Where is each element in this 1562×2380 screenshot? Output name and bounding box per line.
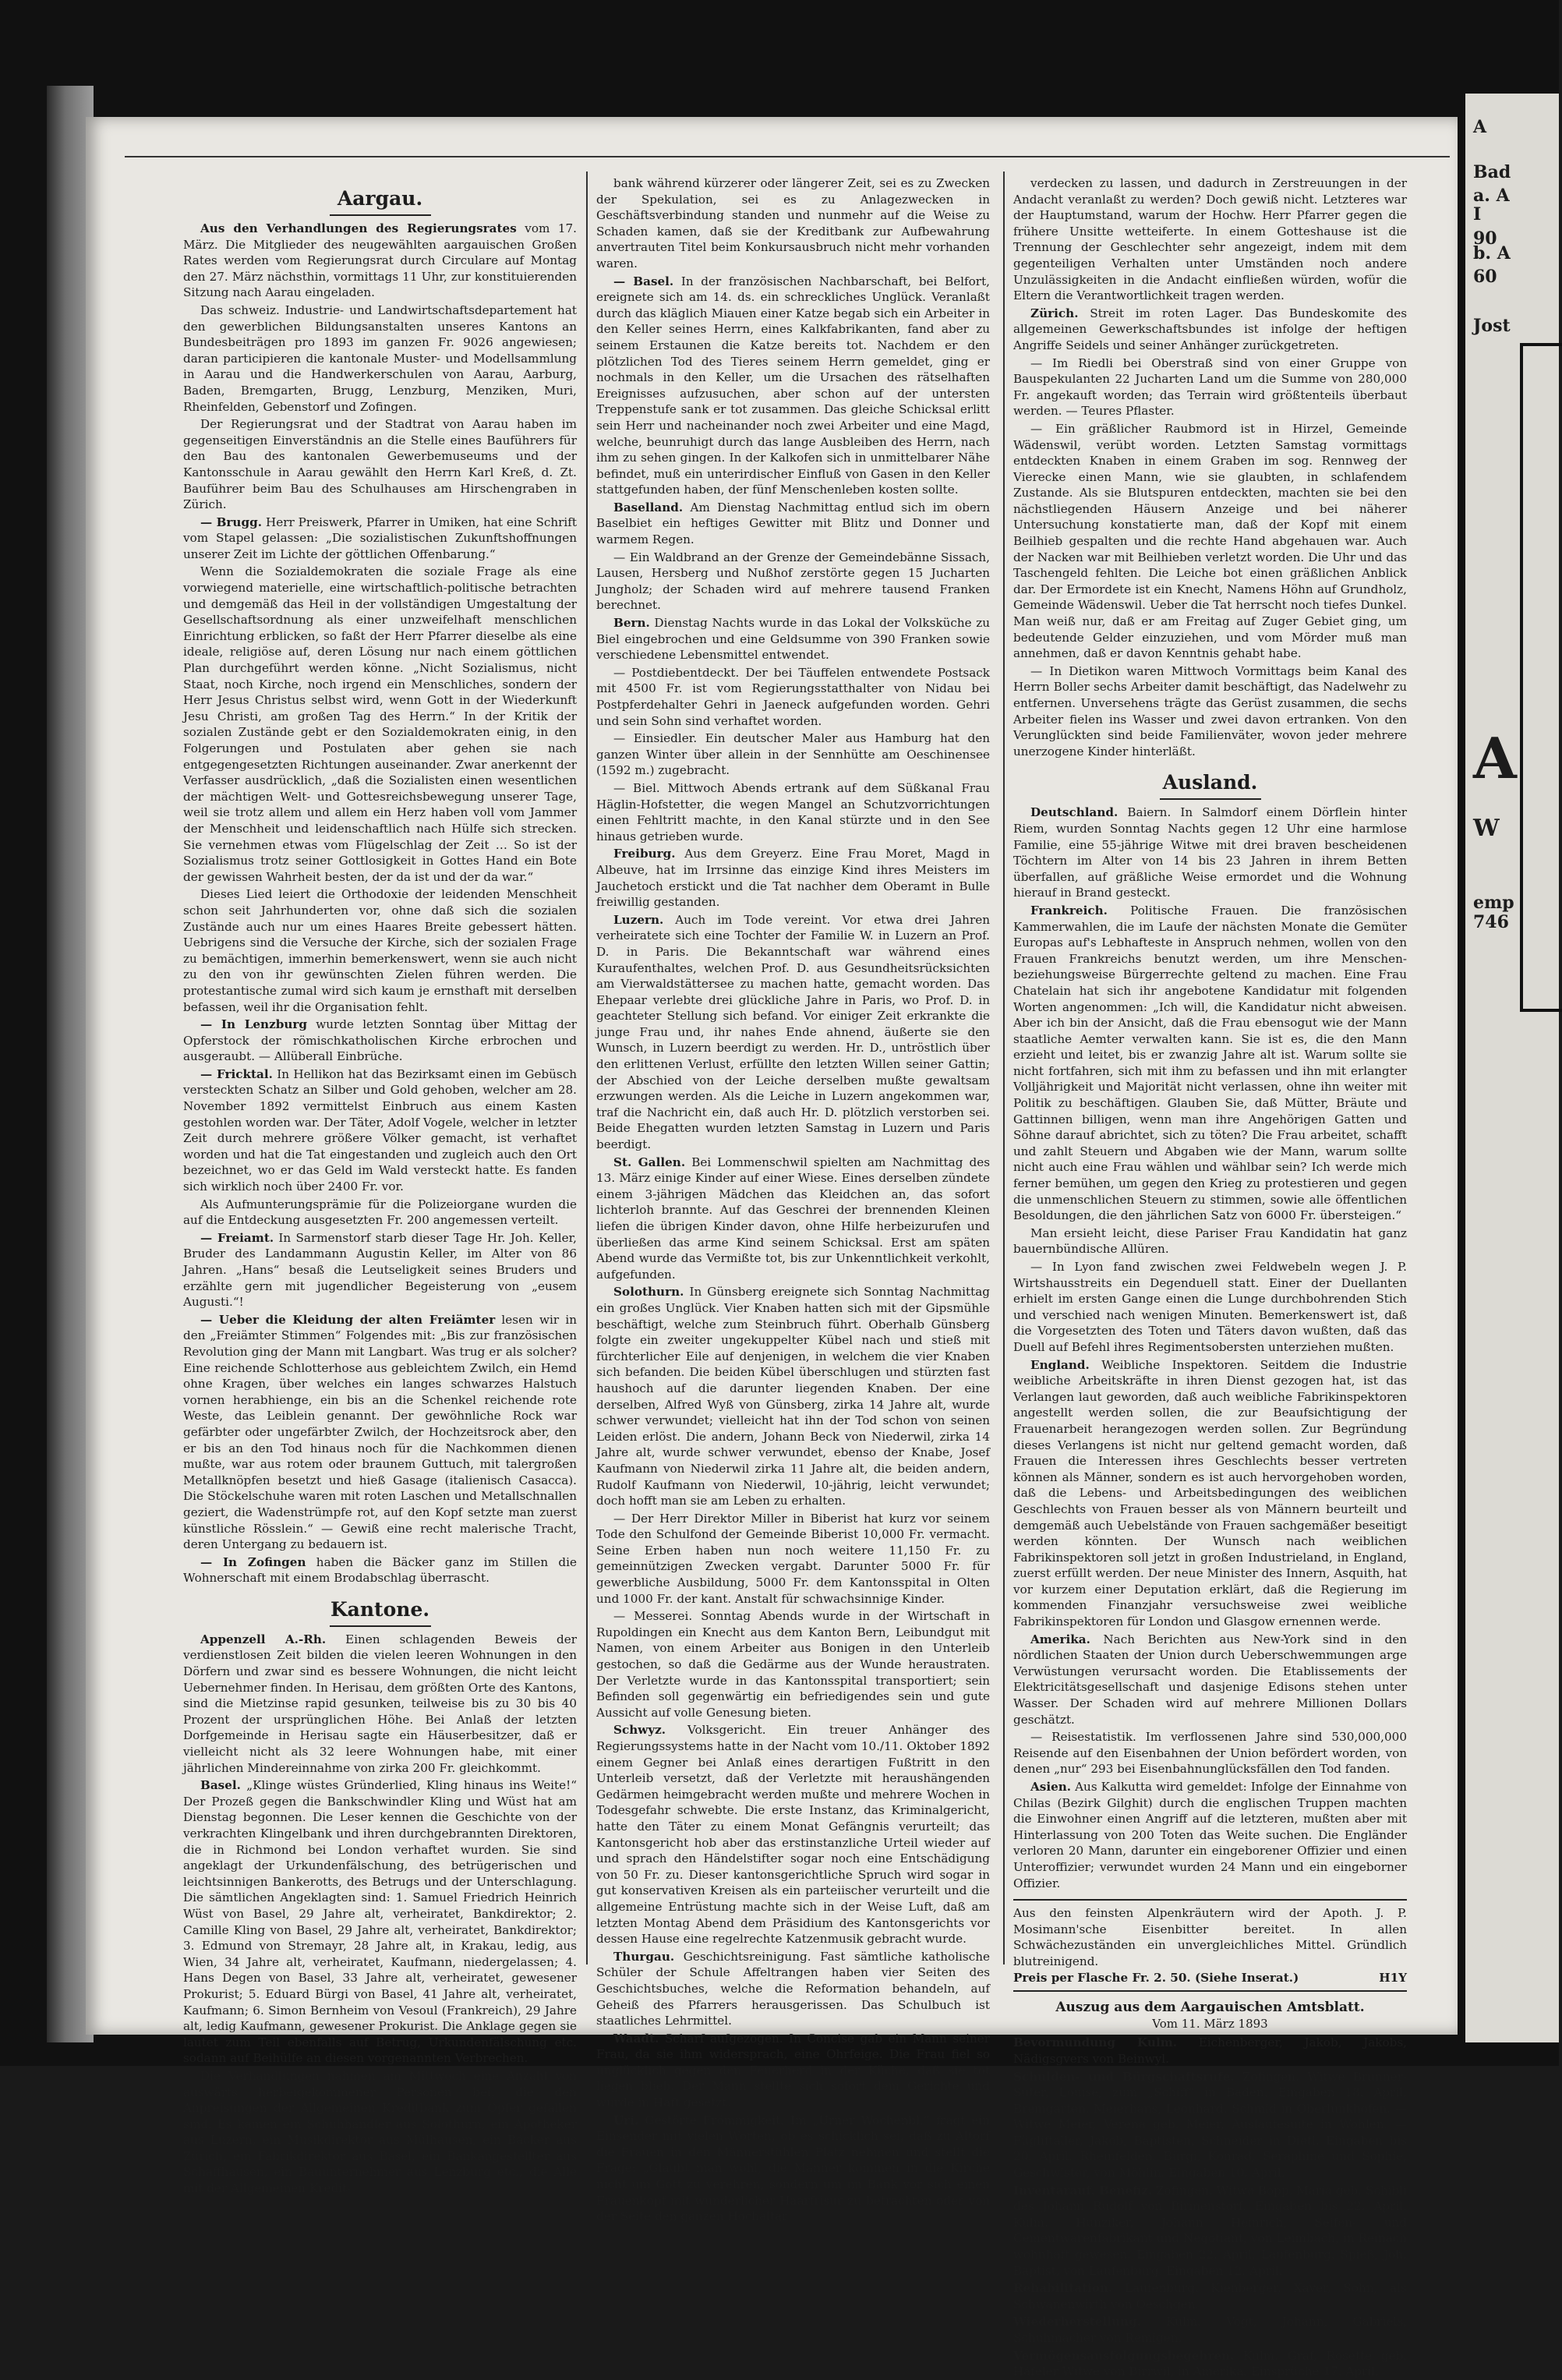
article-text: — Biel. Mittwoch Abends ertrank auf dem Süßkanal Frau Häglin-Hofstetter, die wegen Mangel an Schutzvorrichtungen einen Fehltritt machte, in den Kanal stürzte und in den See hinaus getrieben wurde. bbox=[596, 780, 990, 843]
article-lead: — Basel. bbox=[613, 274, 674, 288]
article-paragraph bbox=[596, 1284, 990, 1508]
article-text: haben die Bäcker ganz im Stillen die Wohnerschaft mit einem Brodabschlag überrascht. bbox=[183, 1554, 577, 1586]
article-paragraph bbox=[596, 846, 990, 910]
article-paragraph bbox=[596, 615, 990, 663]
article-lead: Freiburg. bbox=[613, 847, 676, 861]
article-paragraph bbox=[1013, 1632, 1407, 1728]
article-paragraph bbox=[596, 2031, 990, 2111]
column-right bbox=[1013, 175, 1407, 2379]
edge-text-line: A bbox=[1473, 117, 1487, 137]
article-lead: — In Zofingen bbox=[200, 1554, 306, 1569]
article-text: — Postdiebentdeckt. Der bei Täuffelen entwendete Postsack mit 4500 Fr. ist vom Regierungsstatthalter von Nidau bei Postpferdehalter Gehri in Jaeneck aufgefunden worden. Gehri und sein Sohn sind verhaftet worden. bbox=[596, 665, 990, 728]
section-heading: Aargau. bbox=[183, 183, 577, 216]
article-lead: — Freiamt. bbox=[200, 1230, 274, 1245]
article-lead: Uri. bbox=[613, 2113, 639, 2127]
column-right-articles bbox=[1013, 175, 1407, 1891]
article-paragraph bbox=[183, 221, 577, 301]
amtsblatt-entry bbox=[1013, 2183, 1407, 2279]
article-text: In der französischen Nachbarschaft, bei Belfort, ereignete sich am 14. ds. ein schreckliches Unglück. Veranlaßt durch das kläglich Miauen einer Katze begab sich ein Arbeiter in den Keller seines Herrn, eines Kalkfabrikanten, fand aber zu seinem Erstaunen die Katze bereits tot. Nachdem er den plötzlichen Tod des Tieres seinem Herrn gemeldet, ging er nochmals in den Keller, um die Ursachen des rätselhaften Ereignisses aufzusuchen, aber schon auf der untersten Treppenstufe sank er tot zusammen. Das gleiche Schicksal erlitt sein Herr und nacheinander noch zwei Arbeiter und eine Magd, welche, beunruhigt durch das lange Ausbleiben des Herrn, nach ihm zu sehen gingen. In der Kalkofen sich in unmittelbarer Nähe befindet, muß ein unterirdischer Einfluß von Gasen in den Keller stattgefunden haben, der fünf Menschenleben kosten sollte. bbox=[596, 274, 990, 497]
article-paragraph bbox=[596, 1511, 990, 1607]
article-lead: St. Gallen. bbox=[613, 1155, 686, 1169]
article-lead: — Fricktal. bbox=[200, 1066, 273, 1081]
article-text: Man ersieht leicht, diese Pariser Frau Kandidatin hat ganz bauernbündische Allüren. bbox=[1013, 1225, 1407, 1257]
article-paragraph bbox=[1013, 663, 1407, 760]
article-text: — Ein gräßlicher Raubmord ist in Hirzel, Gemeinde Wädenswil, verübt worden. Letzten Samstag vormittags entdeckten Knaben in einem Graben im sog. Rennweg der Vierecke einen Mann, wie sie glaubten, in schlafendem Zustande. Als sie Blutspuren entdeckten, machten sie bei den nächstliegenden Häusern Anzeige und bei näherer Untersuchung konstatierte man, daß der Kopf mit einem Beilhieb gespalten und die rechte Hand abgehauen war. Auch der Nacken war mit Beilhieben verletzt worden. Die Uhr und das Taschengeld fehlten. Die Leiche bot einen gräßlichen Anblick dar. Der Ermordete ist ein Knecht, Namens Höhn auf Grundholz, Gemeinde Wädenswil. Ueber die Tat herrscht noch tiefes Dunkel. Man weiß nur, daß er am Freitag auf Zuger Gebiet ging, um bedeutende Gelder einzuziehen, und vom Mörder muß man annehmen, daß er davon Kenntnis gehabt habe. bbox=[1013, 421, 1407, 661]
article-paragraph bbox=[183, 1017, 577, 1065]
article-lead: Asien. bbox=[1030, 1780, 1072, 1794]
edge-big-letter: A bbox=[1473, 725, 1517, 791]
article-paragraph bbox=[1013, 306, 1407, 354]
article-lead: Solothurn. bbox=[613, 1285, 684, 1300]
article-text: — Der Herr Direktor Miller in Biberist hat kurz vor seinem Tode den Schulfond der Gemeinde Biberist 10,000 Fr. vermacht. Seine Erben haben nun noch weitere 11,150 Fr. zu gemeinnützigen Zwecken vergabt. Darunter 5000 Fr. für gewerbliche Ausbildung, 5000 Fr. dem Kantonsspital in Olten und 1000 Fr. der kant. Anstalt für schwachsinnige Kinder. bbox=[596, 1511, 990, 1606]
advertisement bbox=[1013, 1899, 1407, 1992]
article-paragraph bbox=[1013, 421, 1407, 662]
article-text: — Messerei. Sonntag Abends wurde in der Wirtschaft in Rupoldingen ein Knecht aus dem Kanton Bern, Leibundgut mit Namen, von einem Arbeiter aus Bonigen in den Unterleib gestochen, so daß die Gedärme aus der Wunde heraustraten. Der Verletzte wurde in das Kantonsspital transportiert; sein Befinden soll gegenwärtig ein befriedigendes sein und gute Aussicht auf volle Genesung bieten. bbox=[596, 1609, 990, 1720]
article-lead: Luzern. bbox=[613, 912, 664, 927]
article-text: Aus Kalkutta wird gemeldet: Infolge der Einnahme von Chilas (Bezirk Gilghit) durch die englischen Truppen machten die Einwohner einen Angriff auf die letzteren, mußten aber mit Hinterlassung von 200 Toten das Weite suchen. Die Engländer verloren 20 Mann, darunter ein eingeborener Offizier und einen Unteroffizier; verwundet wurden 24 Mann und ein eingeborner Offizier. bbox=[1013, 1780, 1407, 1890]
amtsblatt-entry bbox=[1013, 2348, 1407, 2380]
article-text: — Einsiedler. Ein deutscher Maler aus Hamburg hat den ganzen Winter über allein in der Sennhütte am Oeschinensee (1592 m.) zugebracht. bbox=[596, 731, 990, 778]
amtsblatt-entry bbox=[1013, 2314, 1407, 2346]
article-text: Scharf aufgezogen. In Concise gab ein Mann seiner Frau, da sie ihm widersprach, eine Ohrfeige. Die Frau fiel so unglücklich gegen den Feuerherd in der Küche, daß sie tot liegen blieb. Der Mann stellte sich sofort dem Gerichte und wurde in Haft gesetzt. bbox=[596, 2031, 990, 2110]
article-paragraph bbox=[1013, 1225, 1407, 1257]
article-text: Baiern. In Salmdorf einem Dörflein hinter Riem, wurden Sonntag Nachts gegen 12 Uhr eine harmlose Familie, eine 55-jährige Witwe mit drei braven bescheidenen Töchtern im Alter von 14 bis 23 Jahren in ihrem Betten überfallen, auf gräßliche Weise ermordet und die Wohnung hierauf in Brand gesteckt. bbox=[1013, 805, 1407, 900]
article-paragraph bbox=[183, 1230, 577, 1310]
article-lead: Baselland. bbox=[613, 500, 684, 515]
article-paragraph bbox=[596, 780, 990, 844]
amtsblatt-entry-text: Zofingen. Witwe Bopp, Maria geb. Schibli des Johann Rudolf von Birmenstorf. Eingaben bis 22. April. Kulm. Hunziker, Johann Heinrich, Seifen- und Cementwarenfabrikant und Negotiant, von Leimbach, in Reinach wohnhaft gewesen. Eingaben 22. April. Laufenburg. Spieß, Joh. Baptist, von Laufenburg. Eingaben 12. April. bbox=[1013, 2183, 1407, 2278]
article-text: Wenn die Sozialdemokraten die soziale Frage als eine vorwiegend materielle, eine wirtschaftlich-politische betrachten und demgemäß das Heil in der vollständigen Umgestaltung der Gesellschaftsordnung als einer unzweifelhaft menschlichen Einrichtung erblicken, so faßt der Herr Pfarrer dieselbe als eine ideale, religiöse auf, deren Lösung nur nach einem göttlichen Plan durchgeführt werden könne. „Nicht Sozialismus, nicht Staat, noch Kirche, noch irgend ein Menschliches, sondern der Herr Jesus Christus selbst wird, wenn Gott in der Wiederkunft Jesu Christi, am großen Tag des Herrn.“ In der Kritik der sozialen Zustände gebt er den Sozialdemokraten einig, in den Folgerungen und Postulaten aber gehen sie nach entgegengesetzten Richtungen auseinander. Zwar anerkennt der Verfasser ausdrücklich, „daß die Sozialisten einen wesentlichen der mächtigen Welt- und Gottesreichsbewegung unserer Tage, weil sie trotz allem und allem ein Herz haben voll vom Jammer der Menschheit und leidenschaftlich nach Hülfe sich strecken. Sie vernehmen etwas vom Flügelschlag der Zeit … So ist der Sozialismus trotz seiner Gottlosigkeit in Gottes Hand ein Bote der gewissen Wahrheit besten, der da ist und der da war.“ bbox=[183, 564, 577, 884]
article-lead: Zürich. bbox=[1030, 306, 1079, 320]
amtsblatt-entry-lead: Inventarauf. Benefiz. bbox=[1013, 2183, 1153, 2198]
article-lead: Thurgau. bbox=[613, 1949, 675, 1964]
article-text: — Reisestatistik. Im verflossenen Jahre sind 530,000,000 Reisende auf den Eisenbahnen der Union befördert worden, von denen „nur“ 293 bei Eisenbahnunglücksfällen den Tod fanden. bbox=[1013, 1730, 1407, 1777]
article-text: In Günsberg ereignete sich Sonntag Nachmittag ein großes Unglück. Vier Knaben hatten sich mit der Gipsmühle beschäftigt, welche zum Steinbruch führt. Oberhalb Günsberg folgte ein zweiter ungekuppelter Kübel nach und stieß mit fürchterlicher Eile auf denjenigen, in welchem die vier Knaben sich befanden. Die beiden Kübel überschlugen und stürzten fast haushoch auf die darunter liegenden Knaben. Der eine derselben, Alfred Wyß von Günsberg, zirka 14 Jahre alt, wurde schwer verwundet; vielleicht hat ihn der Tod schon von seinen Leiden erlöst. Die andern, Johann Beck von Niederwil, zirka 14 Jahre alt, wurde schwer verwundet, ebenso der Knabe, Josef Kaufmann von Niederwil zirka 11 Jahre alt, die beiden andern, Rudolf Kaufmann von Niederwil, 10-jährig, leicht verwundet; doch hofft man sie am Leben zu erhalten. bbox=[596, 1285, 990, 1508]
top-rule bbox=[125, 156, 1450, 157]
edge-text-line: Bad bbox=[1473, 162, 1511, 182]
article-paragraph bbox=[183, 1777, 577, 2067]
article-text: Als Aufmunterungsprämie für die Polizeiorgane wurden die auf die Entdeckung ausgesetzten Fr. 200 angemessen verteilt. bbox=[183, 1197, 577, 1228]
article-paragraph bbox=[1013, 1729, 1407, 1777]
column-left bbox=[183, 175, 577, 2196]
article-text: Streit im roten Lager. Das Bundeskomite des allgemeinen Gewerkschaftsbundes ist infolge der heftigen Angriffe Seidels und seiner Anhänger zurückgetreten. bbox=[1013, 306, 1407, 352]
article-text: In Sarmenstorf starb dieser Tage Hr. Joh. Keller, Bruder des Landammann Augustin Keller, im Alter von 86 Jahren. „Hans“ besaß die Leutseligkeit seines Bruders und erzählte gern mit jugendlicher Begeisterung von „eusem Augusti.“! bbox=[183, 1230, 577, 1310]
article-text: lesen wir in den „Freiämter Stimmen“ Folgendes mit: „Bis zur französischen Revolution ging der Mann mit Langbart. Was trug er als solcher? Eine reichende Schlotterhose aus gebleichtem Zwilch, ein Hemd ohne Kragen, über welches ein langes schwarzes Halstuch vornen herabhienge, ein bis an die Schenkel reichende rote Weste, das Leiblein genannt. Der gewöhnliche Rock war gefärbter oder ungefärbter Zwilch, der Hochzeitsrock aber, den er bis an den Tod hinaus noch für die Nachkommen dienen mußte, war aus rotem oder braunem Guttuch, mit talergroßen Metallknöpfen besetzt und hieß Gasage (italienisch Casacca). Die Stöckelschuhe waren mit roten Laschen und Metallschnallen geziert, die Wadenstrümpfe rot, auf den Kopf setzte man zuerst künstliche Rösslein.“ — Gewiß eine recht malerische Tracht, deren Untergang zu bedauern ist. bbox=[183, 1312, 577, 1552]
article-text: wurde letzten Sonntag über Mittag der Opferstock der römischkatholischen Kirche erbrochen und ausgeraubt. — Allüberall Einbrüche. bbox=[183, 1017, 577, 1064]
article-paragraph bbox=[183, 564, 577, 885]
article-paragraph bbox=[596, 1949, 990, 2029]
amtsblatt-date: Vom 11. März 1893 bbox=[1152, 2016, 1268, 2031]
edge-big-letter: W bbox=[1473, 815, 1500, 842]
article-lead: Bern. bbox=[613, 616, 650, 631]
article-paragraph bbox=[596, 175, 990, 272]
article-text: Am Dienstag Nachmittag entlud sich im obern Baselbiet ein heftiges Gewitter mit Blitz und Donner und warmem Regen. bbox=[596, 500, 990, 547]
article-text: Geschichtsreinigung. Fast sämtliche katholische Schüler der Schule Affeltrangen haben vier Seiten des Geschichtsbuches, welche die Reformation behandeln, auf Geheiß des Pfarrers herausgerissen. Das Schulbuch ist staatliches Lehrmittel. bbox=[596, 1949, 990, 2028]
article-text: Dienstag Nachts wurde in das Lokal der Volksküche zu Biel eingebrochen und eine Geldsumme von 390 Franken sowie verschiedene Lebensmittel entwendet. bbox=[596, 616, 990, 663]
article-paragraph bbox=[183, 416, 577, 513]
article-text: Die Verhandlungen nahmen am Mittwoch eine Anzahl von auswärts herbeigekommener Personen bei, die den Anpreisungen der Allgemeinen Kreditbank zum Opfer gefallen sind. Es kamen ein Schuhhändler aus Solothurn, ein Apotheker aus Luzern, ein Musikdirektor aus Mülhausen, ein Bäcker aus Zürich, ein Fabrikdirektor aus Basel, ein Bankangestellter aus Schaffhausen, ein Bauunternehmer aus Lenzburg etc., die Alle mit der Allgemeinen Kredit- bbox=[183, 2068, 577, 2196]
section-heading: Kantone. bbox=[183, 1594, 577, 1627]
article-lead: Aus den Verhandlungen des Regierungsrates bbox=[200, 221, 517, 235]
advertisement-code: H1Y bbox=[1379, 1970, 1407, 1985]
article-text: Der Regierungsrat und der Stadtrat von Aarau haben im gegenseitigen Einverständnis an die Stelle eines Bauführers für den Bau des kantonalen Gewerbemuseums und der Kantonsschule in Aarau gewählt den Herrn Karl Kreß, d. Zt. Bauführer beim Bau des Schulhauses am Hirschengraben in Zürich. bbox=[183, 417, 577, 512]
article-text: „Klinge wüstes Gründerlied, Kling hinaus ins Weite!“ Der Prozeß gegen die Bankschwindler Kling und Wüst hat am Dienstag begonnen. Die Leser kennen die Geschichte von der verkrachten Klingelbank und ihren durchgebrannten Direktoren, die in Richmond bei London verhaftet wurden. Sie sind angeklagt der Urkundenfälschung, des betrügerischen und leichtsinnigen Bankerotts, des Betrugs und der Unterschlagung. Die sämtlichen Angeklagten sind: 1. Samuel Friedrich Heinrich Wüst von Basel, 29 Jahre alt, verheiratet, Bankdirektor; 2. Camille Kling von Basel, 29 Jahre alt, verheiratet, Bankdirektor; 3. Edmund von Stremayr, 28 Jahre alt, in Krakau, ledig, aus Wien, 34 Jahre alt, verheiratet, Kaufmann, niedergelassen; 4. Hans Degen von Basel, 33 Jahre alt, verheiratet, gewesener Prokurist; 5. Eduard Bürgi von Basel, 41 Jahre alt, verheiratet, Kaufmann; 6. Simon Bernheim von Vesoul (Frankreich), 29 Jahre alt, ledig Kaufmann, gewesener Prokurist. Die Anklage gegen sie lautet zum Teil ebenfalls auf Betrug, Urkundenfälschung etc. sodann auf Beihülfe an diesen vorgenannten Verbrechen. bbox=[183, 1778, 577, 2066]
article-text: Gestörte Frömmigkeit. Im „Urner Wochenbl.“ fragt ein Einsender mit vielen Worten, ob es schicklich sei, daß zu Altorf die Frauen in den Männerstühlen Platz nehmen und stellt die Frage: „Glaubt man wohl, die Männer kommen in die Kirche nicht um Gott zu verehren, sondern um im Bank vor sich einen Frauenkopf mit wunderlicher Haarfrisur zu betrachten oder von der Seite den ganzen Hochaltar bbox=[596, 2113, 990, 2224]
article-text: Das schweiz. Industrie- und Landwirtschaftsdepartement hat den gewerblichen Bildungsanstalten unseres Kantons an Bundesbeiträgen pro 1893 im ganzen Fr. 9026 angewiesen; daran participieren die kantonale Muster- und Modellsammlung in Aarau und die Handwerkerschulen von Aarau, Aarburg, Baden, Bremgarten, Brugg, Lenzburg, Menziken, Muri, Rheinfelden, Gebenstorf und Zofingen. bbox=[183, 302, 577, 414]
article-text: In Hellikon hat das Bezirksamt einen im Gebüsch versteckten Schatz an Silber und Gold gehoben, welcher am 28. November 1892 vermittelst Einbruch aus einem Kasten gestohlen worden war. Der Täter, Adolf Vogele, welcher in letzter Zeit durch mehrere größere Völker gemacht, ist verhaftet worden und hat die Tat eingestanden und zugleich auch den Ort bezeichnet, wo er das Geld im Wald versteckt hatte. Es fanden sich wirklich noch über 2400 Fr. vor. bbox=[183, 1066, 577, 1194]
amtsblatt-entries bbox=[1013, 2035, 1407, 2379]
article-text: Einen schlagenden Beweis der verdienstlosen Zeit bilden die vielen leeren Wohnungen in den Dörfern und zwar sind es bessere Wohnungen, die nicht leicht Uebernehmer finden. In Herisau, dem größten Orte des Kantons, sind die Mietzinse rapid gesunken, teilweise bis zu 30 bis 40 Prozent der ursprünglichen Höhe. Bei Anlaß der letzten Dorfgemeinde in Herisau sagte ein Häuserbesitzer, daß er vielleicht nicht als 32 leere Wohnungen habe, mit einer jährlichen Mindereinnahme von zirka 200 Fr. gleichkommt. bbox=[183, 1632, 577, 1775]
article-text: Bei Lommenschwil spielten am Nachmittag des 13. März einige Kinder auf einer Wiese. Eines derselben zündete einem 3-jährigen Mädchen das Kleidchen an, das sofort lichterloh brannte. Auf das Geschrei der brennenden Kleinen liefen die übrigen Kinder davon, ohne Hilfe herbeizurufen und überließen das arme Kind seinem Schicksal. Erst am späten Abend wurde das Vermißte tot, bis zur Unkenntlichkeit verkohlt, aufgefunden. bbox=[596, 1155, 990, 1282]
article-lead: Frankreich. bbox=[1030, 903, 1108, 918]
edge-text-line: a. A bbox=[1473, 186, 1510, 206]
section-heading: Ausland. bbox=[1013, 767, 1407, 800]
amtsblatt-entry-lead: Vermögensausfolgungsbegehren. bbox=[1013, 2348, 1235, 2363]
article-lead: Schwyz. bbox=[613, 1723, 666, 1738]
article-text: — Im Riedli bei Oberstraß sind von einer Gruppe von Bauspekulanten 22 Jucharten Land um die Summe von 280,000 Fr. angekauft worden; das Terrain wird größtenteils überbaut werden. — Teures Pflaster. bbox=[1013, 355, 1407, 419]
article-paragraph bbox=[183, 886, 577, 1015]
amtsblatt-entry-text: Kulm. Graf, Rosette geb. Häfeler Witwe von Birrwil, in Amerika. Einsprüche 17. April. bbox=[1013, 2348, 1407, 2379]
article-lead: Appenzell A.-Rh. bbox=[200, 1632, 327, 1646]
column-rule bbox=[1003, 172, 1005, 1964]
article-paragraph bbox=[1013, 1357, 1407, 1630]
article-paragraph bbox=[596, 550, 990, 614]
edge-text-line: I bbox=[1473, 204, 1482, 225]
article-lead: Waadt. bbox=[613, 2031, 659, 2046]
article-lead: — In Lenzburg bbox=[200, 1017, 307, 1032]
article-text: Politische Frauen. Die französischen Kammerwahlen, die im Laufe der nächsten Monate die Gemüter Europas auf's Lebhafteste in Anspruch nehmen, wollen von den Frauen Frankreichs benutzt werden, um ihre Menschen- beziehungsweise Bürgerrechte geltend zu machen. Eine Frau Chatelain hat sich ihr angebotene Kandidatur mit folgenden Worten angenommen: „Ich will, die Kandidatur nicht abweisen. Aber ich bin der Ansicht, daß die Frau ebensogut wie der Mann staatliche Aemter verwalten kann. Sie ist es, die den Mann erzieht und leitet, bis er zwanzig Jahre alt ist. Warum sollte sie nicht fortfahren, sich mit ihm zu befassen und ihn mit erlangter Volljährigkeit und Majorität nicht verlassen, ohne ihn weiter mit Politik zu beschäftigen. Glauben Sie, daß Mütter, Bräute und Gattinnen billigen, wenn man ihre Angehörigen Gatten und Söhne darauf abrichtet, sich zu töten? Die Frau arbeitet, schafft und zahlt Steuern und Abgaben wie der Mann, warum sollte nicht auch eine Frau wählen und wählbar sein? Ich werde mich ferner bemühen, um gegen den Krieg zu protestieren und gegen die unmenschlichen Steuern zu stimmen, sowie alle öffentlichen Besoldungen, die den jährlichen Satz von 6000 Fr. übersteigen.“ bbox=[1013, 903, 1407, 1223]
article-paragraph bbox=[596, 1155, 990, 1283]
article-paragraph bbox=[596, 730, 990, 779]
article-paragraph bbox=[183, 1197, 577, 1229]
article-paragraph bbox=[183, 302, 577, 415]
amtsblatt-entry-text: Laufenburg. Kienberger, Xaver, Sohn, als Schwanenwirth von Oeschgen. bbox=[1013, 2281, 1407, 2311]
edge-text-line: b. A bbox=[1473, 243, 1511, 263]
advertisement-price-line bbox=[1013, 1970, 1407, 1986]
article-text: — In Lyon fand zwischen zwei Feldwebeln wegen J. P. Wirtshausstreits ein Degenduell statt. Einer der Duellanten erhielt im ersten Gange einen die Lunge durchbohrenden Stich und verschied nach wenigen Minuten. Bemerkenswert ist, daß die Vorgesetzten des Toten und Täters davon wußten, daß das Duell auf Befehl ihres Regimentsobersten unterziehen mußten. bbox=[1013, 1260, 1407, 1354]
edge-small-text: emp bbox=[1473, 893, 1514, 913]
edge-text-line: Jost bbox=[1473, 316, 1511, 336]
article-text: Herr Preiswerk, Pfarrer in Umiken, hat eine Schrift vom Stapel gelassen: „Die sozialistischen Zukunftshoffnungen unserer Zeit im Lichte der göttlichen Offenbarung.“ bbox=[183, 515, 577, 561]
amtsblatt-entry-text: Kulm. Vogt, Johann, Gabriels, Schuhmacher von Remigen. bbox=[1013, 2315, 1407, 2345]
article-paragraph bbox=[596, 274, 990, 498]
article-paragraph bbox=[1013, 355, 1407, 419]
article-lead: England. bbox=[1030, 1357, 1090, 1372]
amtsblatt-entry-text: Zofingen. Witwe Brunner-Suter, Louise, zum „Schiff“ in Baden. Eingaben 18. April. Bremgarten. Meierhans, Leonhard, Schmid in Oberlunkhofen. — Witwe Meier, Verena geb. Meier, Auslaufesuite in Wohlen. — Fügliftaller, Jakob, Baptisten, Schneider in Dietl. Eingaben bis 20. April. Rheinfelden. Bürgi, Konrad, Seraphine und Sophie, Geschwister, von Möhlin. Eingaben 10. April. bbox=[1013, 2069, 1407, 2180]
article-text: Nach Berichten aus New-York sind in den nördlichen Staaten der Union durch Ueberschwemmungen arge Verwüstungen verursacht worden. Die Etablissements der Elektricitätsgesellschaft und dasjenige Edisons stehen unter Wasser. Der Schaden wird auf mehrere Millionen Dollars geschätzt. bbox=[1013, 1632, 1407, 1727]
amtsblatt-entry-lead: Schulden- und Bürgschaftsrufe. bbox=[1013, 2069, 1235, 2084]
article-paragraph bbox=[1013, 1259, 1407, 1356]
amtsblatt-entry-lead: Wiederherstellung. bbox=[1013, 2315, 1141, 2329]
article-paragraph bbox=[1013, 175, 1407, 304]
advertisement-text: Aus den feinsten Alpenkräutern wird der Apoth. J. P. Mosimann'sche Eisenbitter bereitet. In allen Schwächezuständen ein unvergleichliches Mittel. Gründlich blutreinigend. bbox=[1013, 1906, 1407, 1968]
column-middle bbox=[596, 175, 990, 2224]
edge-text-line: 60 bbox=[1473, 267, 1497, 287]
article-text: Weibliche Inspektoren. Seitdem die Industrie weibliche Arbeitskräfte in ihren Dienst gezogen hat, ist das Verlangen laut geworden, daß auch weibliche Fabrikinspektoren angestellt werden sollen, die zur Beaufsichtigung der Frauenarbeit herangezogen werden sollen. Zur Begründung dieses Verlangens ist nicht nur geltend gemacht worden, daß Frauen die Interessen ihres Geschlechts besser vertreten können als Männer, sondern es ist auch hervorgehoben worden, daß die Lebens- und Arbeitsbedingungen des weiblichen Geschlechts von Frauen besser als von Männern beurteilt und demgemäß auch Uebelstände von Frauen sachgemäßer beseitigt werden könnten. Der Wunsch nach weiblichen Fabrikinspektoren soll jetzt in großen Industrieland, in England, zuerst erfüllt werden. Der neue Minister des Innern, Asquith, hat vor kurzem einer Deputation erklärt, daß die Regierung im kommenden Finanzjahr versuchsweise zwei weibliche Fabrikinspektoren für London und Glasgow ernennen werde. bbox=[1013, 1357, 1407, 1629]
amtsblatt-entry-text: Eichenberger, Jakob, Jakobs, Nädigsgvers von Beinwyl. bbox=[1013, 2035, 1407, 2066]
edge-text-line: 90 bbox=[1473, 228, 1497, 249]
article-paragraph bbox=[183, 515, 577, 563]
article-text: — Ein Waldbrand an der Grenze der Gemeindebänne Sissach, Lausen, Hersberg und Nußhof zerstörte gegen 15 Jucharten Jungholz; der Schaden wird auf mehrere tausend Franken berechnet. bbox=[596, 550, 990, 613]
article-text: — In Dietikon waren Mittwoch Vormittags beim Kanal des Herrn Boller sechs Arbeiter damit beschäftigt, das Nadelwehr zu entfernen. Unversehens trägte das Gerüst zusammen, die sechs Arbeiter fielen ins Wasser und zwei davon ertranken. Von den Verunglückten sind beide Familienväter, wovon jeder mehrere unerzogene Kinder hinterläßt. bbox=[1013, 663, 1407, 759]
amtsblatt-entry bbox=[1013, 2069, 1407, 2181]
article-paragraph bbox=[596, 665, 990, 729]
article-paragraph bbox=[183, 1632, 577, 1776]
article-paragraph bbox=[596, 500, 990, 548]
article-text: Aus dem Greyerz. Eine Frau Moret, Magd in Albeuve, hat im Irrsinne das einzige Kind ihres Meisters im Jauchetoch erstickt und die Tat nachher dem Oberamt in Bulle freiwillig gestanden. bbox=[596, 847, 990, 910]
amtsblatt-title: Auszug aus dem Aargauischen Amtsblatt. bbox=[1055, 2000, 1365, 2016]
edge-small-text: 746 bbox=[1473, 912, 1509, 932]
advertisement-price: Preis per Flasche Fr. 2. 50. (Siehe Inserat.) bbox=[1013, 1970, 1299, 1985]
article-paragraph bbox=[183, 2068, 577, 2197]
article-paragraph bbox=[596, 2113, 990, 2225]
article-paragraph bbox=[183, 1066, 577, 1195]
column-rule bbox=[586, 172, 588, 1964]
article-paragraph bbox=[596, 912, 990, 1153]
article-paragraph bbox=[183, 1554, 577, 1586]
amtsblatt-entry-lead: Bevormundung Kulm. bbox=[1013, 2035, 1178, 2050]
article-paragraph bbox=[183, 1312, 577, 1553]
article-paragraph bbox=[1013, 903, 1407, 1224]
article-lead: Amerika. bbox=[1030, 1632, 1090, 1646]
article-lead: — Brugg. bbox=[200, 515, 263, 529]
article-lead: — Ueber die Kleidung der alten Freiämter bbox=[200, 1312, 496, 1327]
article-text: Auch im Tode vereint. Vor etwa drei Jahren verheiratete sich eine Tochter der Familie W. in Luzern an Prof. D. in Paris. Die Bekanntschaft war während eines Kuraufenthaltes, welchen Prof. D. aus Gesundheitsrücksichten am Vierwaldstättersee zu machen hatte, gemacht worden. Das Ehepaar verlebte drei glückliche Jahre in Paris, wo Prof. D. in geachteter Stellung sich befand. Vor einiger Zeit erkrankte die junge Frau und, ihr nahes Ende ahnend, äußerte sie den Wunsch, in Luzern beerdigt zu werden. Hr. D., untröstlich über den erlittenen Verlust, erfüllte den letzten Willen seiner Gattin; der Abschied von der Leiche derselben mußte gewaltsam erzwungen werden. Als die Leiche in Luzern angekommen war, traf die Nachricht ein, daß auch Hr. D. plötzlich verstorben sei. Beide Ehegatten wurden letzten Samstag in Luzern und Paris beerdigt. bbox=[596, 912, 990, 1152]
article-paragraph bbox=[596, 1608, 990, 1720]
amtsblatt-entry-lead: Rehabilitation. bbox=[1013, 2281, 1113, 2296]
article-text: Dieses Lied leiert die Orthodoxie der leidenden Menschheit schon seit Jahrhunderten vor, ohne daß sich die sozialen Zustände auch nur um eines Haares Breite gebessert hätten. Uebrigens sind die Versuche der Kirche, sich der sozialen Frage zu bemächtigen, immerhin bemerkenswert, wenn sie auch nicht zu den von ihr gewünschten Zielen führen werden. Die protestantische zumal wird sich kaum je ernsthaft mit derselben befassen, weil ihr die Organisation fehlt. bbox=[183, 887, 577, 1014]
amtsblatt-entry bbox=[1013, 2280, 1407, 2312]
article-paragraph bbox=[1013, 1779, 1407, 1891]
article-paragraph bbox=[1013, 805, 1407, 901]
amtsblatt-entry bbox=[1013, 2035, 1407, 2067]
article-text: Volksgericht. Ein treuer Anhänger des Regierungssystems hatte in der Nacht vom 10./11. Oktober 1892 einem Gegner bei Anlaß eines derartigen Fußtritt in den Unterleib versetzt, daß der Verletzte mit heraushängenden Gedärmen heimgebracht werden mußte und mehrere Wochen in Todesgefahr schwebte. Die erste Instanz, das Kriminalgericht, hatte den Täter zu einem Monat Gefängnis verurteilt; das Kantonsgericht hob aber das erstinstanzliche Urteil wieder auf und sprach den Händelstifter sogar noch eine Entschädigung von 50 Fr. zu. Dieser kantonsgerichtliche Spruch wird sogar in gut konservativen Kreisen als ein parteiischer verurteilt und die allgemeine Entrüstung machte sich in der Weise Luft, daß am letzten Montag Abend dem Präsidium des Kantonsgerichts vor dessen Hause eine regelrechte Katzenmusik gebracht wurde. bbox=[596, 1723, 990, 1947]
article-text: verdecken zu lassen, und dadurch in Zerstreuungen in der Andacht veranlaßt zu werden? Doch gewiß nicht. Letzteres war der Hauptumstand, warum der Hochw. Herr Pfarrer gegen die frühere Unsitte wetteiferte. In einem Gotteshause ist die Trennung der Geschlechter sehr angezeigt, indem mit dem gegenteiligen Verhalten unter Umständen noch andere Unzulässigkeiten in die Andacht einfließen würden, wofür die Eltern die Verantwortlichkeit tragen werden. bbox=[1013, 176, 1407, 303]
article-text: vom 17. März. Die Mitglieder des neugewählten aargauischen Großen Rates werden vom Regierungsrat durch Circulare auf Montag den 27. März nächsthin, vormittags 11 Uhr, zur konstituierenden Sitzung nach Aarau eingeladen. bbox=[183, 221, 577, 300]
article-lead: Deutschland. bbox=[1030, 805, 1118, 820]
article-text: bank während kürzerer oder längerer Zeit, sei es zu Zwecken der Spekulation, sei es zu Anlagezwecken in Geschäftsverbindung standen und nunmehr auf die Weise zu Schaden kamen, daß sie der Kreditbank zur Aufbewahrung anvertrauten Titel beim Konkursausbruch nicht mehr vorhanden waren. bbox=[596, 176, 990, 271]
article-lead: Basel. bbox=[200, 1778, 241, 1793]
article-paragraph bbox=[596, 1722, 990, 1947]
